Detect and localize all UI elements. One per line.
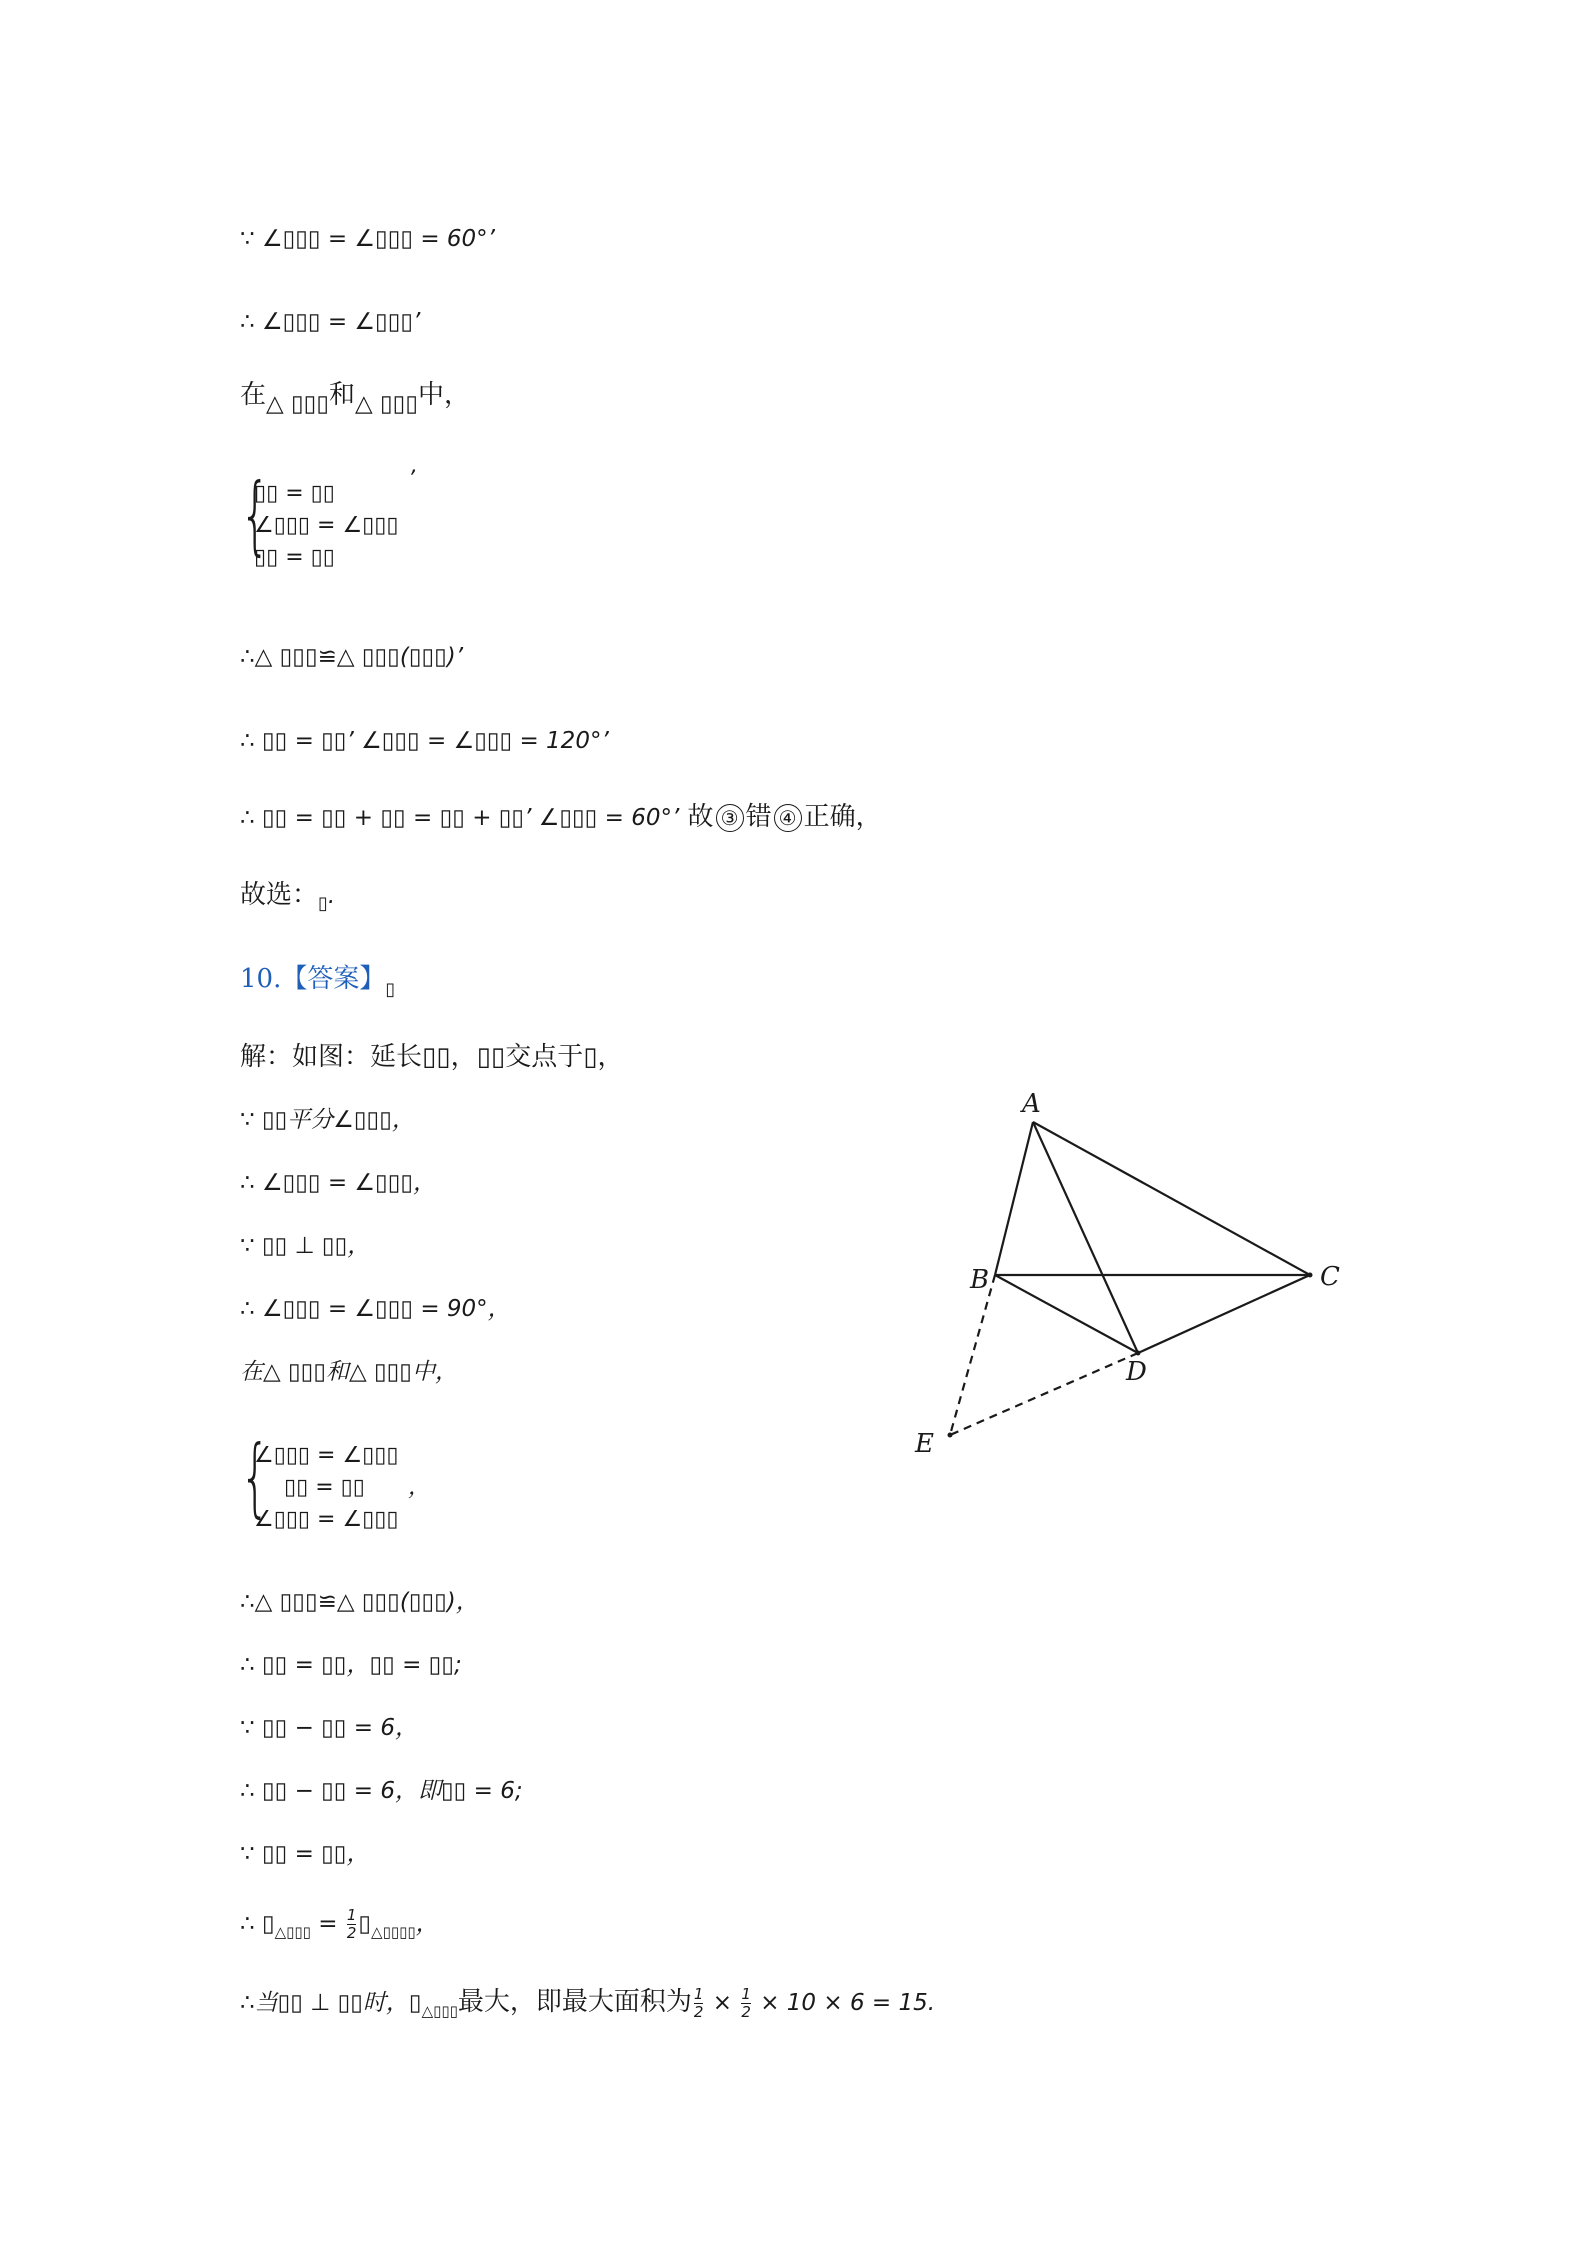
point-c bbox=[1308, 1273, 1313, 1278]
area-symbol: ▯ bbox=[358, 1911, 372, 1937]
fraction-half bbox=[741, 1986, 751, 2021]
answer-value: ▯ bbox=[385, 979, 396, 1000]
statement-angles-equal: ∴ ∠▯▯▯ = ∠▯▯▯’ bbox=[240, 309, 421, 335]
text-zai: 在 bbox=[240, 380, 267, 410]
fraction-half bbox=[347, 1907, 357, 1942]
triangle-2: △ ▯▯▯ bbox=[355, 391, 418, 417]
circled-3: ③ bbox=[716, 804, 744, 832]
statement-angle-equal-60: ∵ ∠▯▯▯ = ∠▯▯▯ = 60°’ bbox=[240, 226, 495, 252]
answer-heading bbox=[240, 962, 395, 1007]
solution-step: ∴ ▯▯ = ▯▯，▯▯ = ▯▯; bbox=[240, 1652, 462, 1678]
solution-step: ∴ ∠▯▯▯ = ∠▯▯▯ = 90°， bbox=[240, 1296, 511, 1322]
system-row: ∠▯▯▯ = ∠▯▯▯ bbox=[254, 513, 399, 538]
equation-system-1 bbox=[240, 465, 460, 578]
circled-4: ④ bbox=[774, 804, 802, 832]
solution-step: 在△ ▯▯▯和△ ▯▯▯中， bbox=[240, 1359, 458, 1385]
answer-tag: 【答案】 bbox=[281, 964, 386, 994]
choice-value: ▯ bbox=[318, 893, 328, 914]
solution-step: ∴ ▯▯ − ▯▯ = 6，即▯▯ = 6; bbox=[240, 1778, 523, 1804]
system-row: ▯▯ = ▯▯ bbox=[254, 481, 335, 506]
times: × bbox=[705, 1990, 740, 2016]
label-e: E bbox=[915, 1429, 934, 1459]
fraction-half bbox=[694, 1986, 704, 2021]
numerator: 1 bbox=[741, 1984, 751, 2003]
text-zhong: 中， bbox=[418, 380, 471, 410]
solution-step: ∵ ▯▯ − ▯▯ = 6， bbox=[240, 1715, 418, 1741]
label-d: D bbox=[1126, 1357, 1147, 1387]
text-zhengque: 正确， bbox=[803, 802, 882, 832]
segment-be-dashed bbox=[950, 1275, 995, 1435]
point-e bbox=[948, 1433, 953, 1438]
period: . bbox=[327, 883, 336, 909]
solution-step: ∴△ ▯▯▯≌△ ▯▯▯(▯▯▯)， bbox=[240, 1589, 479, 1615]
segment-ab bbox=[995, 1122, 1033, 1275]
brace-left: { bbox=[240, 1427, 271, 1527]
solution-final bbox=[240, 1985, 935, 2028]
numerator: 1 bbox=[693, 1984, 704, 2003]
statement-choose bbox=[240, 878, 335, 921]
segment-cd bbox=[1138, 1275, 1310, 1353]
area-subscript: △▯▯▯ bbox=[274, 1923, 311, 1941]
system-comma: ’ bbox=[408, 467, 415, 492]
solution-area-relation bbox=[240, 1907, 439, 1949]
segment-bd bbox=[995, 1275, 1138, 1353]
area-symbol: ∴ ▯ bbox=[240, 1911, 275, 1937]
equation-system-2 bbox=[240, 1427, 460, 1540]
area-subscript: △▯▯▯ bbox=[421, 2002, 458, 2020]
point-d bbox=[1136, 1351, 1141, 1356]
label-a: A bbox=[1022, 1090, 1041, 1119]
system-row: ∠▯▯▯ = ∠▯▯▯ bbox=[254, 1443, 399, 1468]
statement-conclusion bbox=[240, 800, 882, 835]
label-c: C bbox=[1320, 1262, 1340, 1292]
final-condition: ∴当▯▯ ⊥ ▯▯时，▯ bbox=[240, 1990, 422, 2016]
system-row: ▯▯ = ▯▯ bbox=[254, 545, 335, 570]
solution-intro: 解：如图：延长▯▯，▯▯交点于▯， bbox=[240, 1042, 624, 1072]
segment-de-dashed bbox=[950, 1353, 1138, 1435]
statement-equal-120: ∴ ▯▯ = ▯▯’ ∠▯▯▯ = ∠▯▯▯ = 120°’ bbox=[240, 728, 609, 754]
solution-step: ∵ ▯▯ ⊥ ▯▯， bbox=[240, 1233, 371, 1259]
geometry-figure bbox=[900, 1090, 1370, 1470]
final-text: 最大，即最大面积为 bbox=[457, 1987, 692, 2017]
solution-step: ∴ ∠▯▯▯ = ∠▯▯▯， bbox=[240, 1170, 437, 1196]
denominator: 2 bbox=[693, 2002, 704, 2021]
segment-ac bbox=[1033, 1122, 1310, 1275]
statement-in-triangles bbox=[240, 378, 470, 421]
text-he: 和 bbox=[329, 380, 356, 410]
statement-congruent: ∴△ ▯▯▯≌△ ▯▯▯(▯▯▯)’ bbox=[240, 644, 464, 670]
text-cuo: 错 bbox=[745, 802, 772, 832]
solution-step: ∵ ▯▯ = ▯▯， bbox=[240, 1841, 370, 1867]
label-b: B bbox=[970, 1265, 990, 1295]
system-row: ▯▯ = ▯▯ bbox=[284, 1475, 365, 1500]
brace-left: { bbox=[240, 465, 271, 565]
conclusion-math: ∴ ▯▯ = ▯▯ + ▯▯ = ▯▯ + ▯▯’ ∠▯▯▯ = 60°’ bbox=[240, 805, 680, 831]
solution-step: ∵ ▯▯平分∠▯▯▯， bbox=[240, 1107, 415, 1133]
text-gu: 故 bbox=[687, 802, 714, 832]
segment-ad bbox=[1033, 1122, 1138, 1353]
denominator: 2 bbox=[346, 1924, 357, 1942]
triangle-1: △ ▯▯▯ bbox=[266, 391, 329, 417]
area-subscript: △▯▯▯▯ bbox=[371, 1923, 416, 1941]
system-row: ∠▯▯▯ = ∠▯▯▯ bbox=[254, 1507, 399, 1532]
numerator: 1 bbox=[346, 1906, 357, 1924]
system-comma: ， bbox=[408, 1475, 431, 1500]
comma: ， bbox=[415, 1911, 439, 1937]
question-number: 10. bbox=[240, 964, 282, 994]
equals: = bbox=[310, 1911, 345, 1937]
final-product: × 10 × 6 = 15. bbox=[752, 1990, 936, 2016]
text-guxuan: 故选： bbox=[240, 880, 319, 910]
denominator: 2 bbox=[741, 2002, 751, 2021]
